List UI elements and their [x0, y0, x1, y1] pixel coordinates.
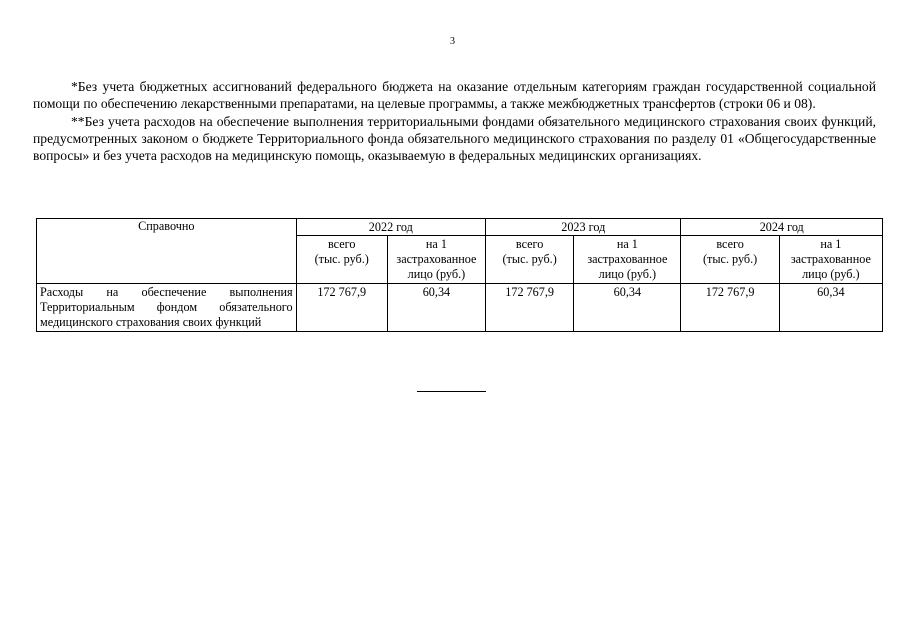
subheader-per-person-label: на 1 застрахованное лицо (руб.) [790, 237, 871, 281]
subheader-total-label: всего (тыс. руб.) [702, 237, 758, 266]
value-total: 172 767,9 [317, 285, 367, 299]
footnote-single-asterisk: *Без учета бюджетных ассигнований федерального бюджета на оказание отдельным категориям граждан государственной социальной помощи по обеспечению лекарственными препаратами, на целевые программы, а также межбюджетных трансфертов (строки 06 и 08). [33, 79, 876, 112]
value-total: 172 767,9 [705, 285, 755, 299]
value-per-person-2022 [387, 284, 485, 332]
subheader-per-person-2024 [779, 236, 882, 284]
value-per-person: 60,34 [817, 285, 845, 299]
value-per-person-2024 [779, 284, 882, 332]
footnote-double-asterisk: **Без учета расходов на обеспечение выполнения территориальными фондами обязательного медицинского страхования своих функций, предусмотренных законом о бюджете Территориального фонда обязательного медицинского страхования по разделу 01 «Общегосударственные вопросы» и без учета расходов на медицинскую помощь, оказываемую в федеральных медицинских организациях. [33, 113, 876, 164]
header-reference-cell [37, 219, 297, 284]
subheader-per-person-label: на 1 застрахованное лицо (руб.) [396, 237, 477, 281]
subheader-per-person-label: на 1 застрахованное лицо (руб.) [587, 237, 668, 281]
value-total: 172 767,9 [505, 285, 554, 299]
table-header-row [37, 219, 883, 236]
subheader-total-2022 [296, 236, 387, 284]
value-total-2024 [681, 284, 779, 332]
header-reference-label: Справочно [138, 219, 195, 233]
reference-table [36, 218, 883, 332]
value-per-person: 60,34 [613, 285, 642, 299]
header-year-2023: 2023 год [486, 219, 681, 236]
table-row [37, 284, 883, 332]
subheader-total-label: всего (тыс. руб.) [314, 237, 369, 266]
header-year-2022: 2022 год [296, 219, 485, 236]
subheader-per-person-2022 [387, 236, 485, 284]
subheader-total-label: всего (тыс. руб.) [502, 237, 557, 266]
row-label-expenses: Расходы на обеспечение выполнения Территориальным фондом обязательного медицинского страхования своих функций [37, 284, 297, 332]
value-per-person-2023 [574, 284, 681, 332]
page-number: 3 [450, 36, 455, 47]
end-separator-line [417, 391, 486, 392]
value-total-2023 [486, 284, 574, 332]
footnotes [33, 78, 876, 164]
value-per-person: 60,34 [422, 285, 451, 299]
header-year-2024: 2024 год [681, 219, 883, 236]
subheader-total-2023 [486, 236, 574, 284]
value-total-2022 [296, 284, 387, 332]
subheader-total-2024 [681, 236, 779, 284]
subheader-per-person-2023 [574, 236, 681, 284]
